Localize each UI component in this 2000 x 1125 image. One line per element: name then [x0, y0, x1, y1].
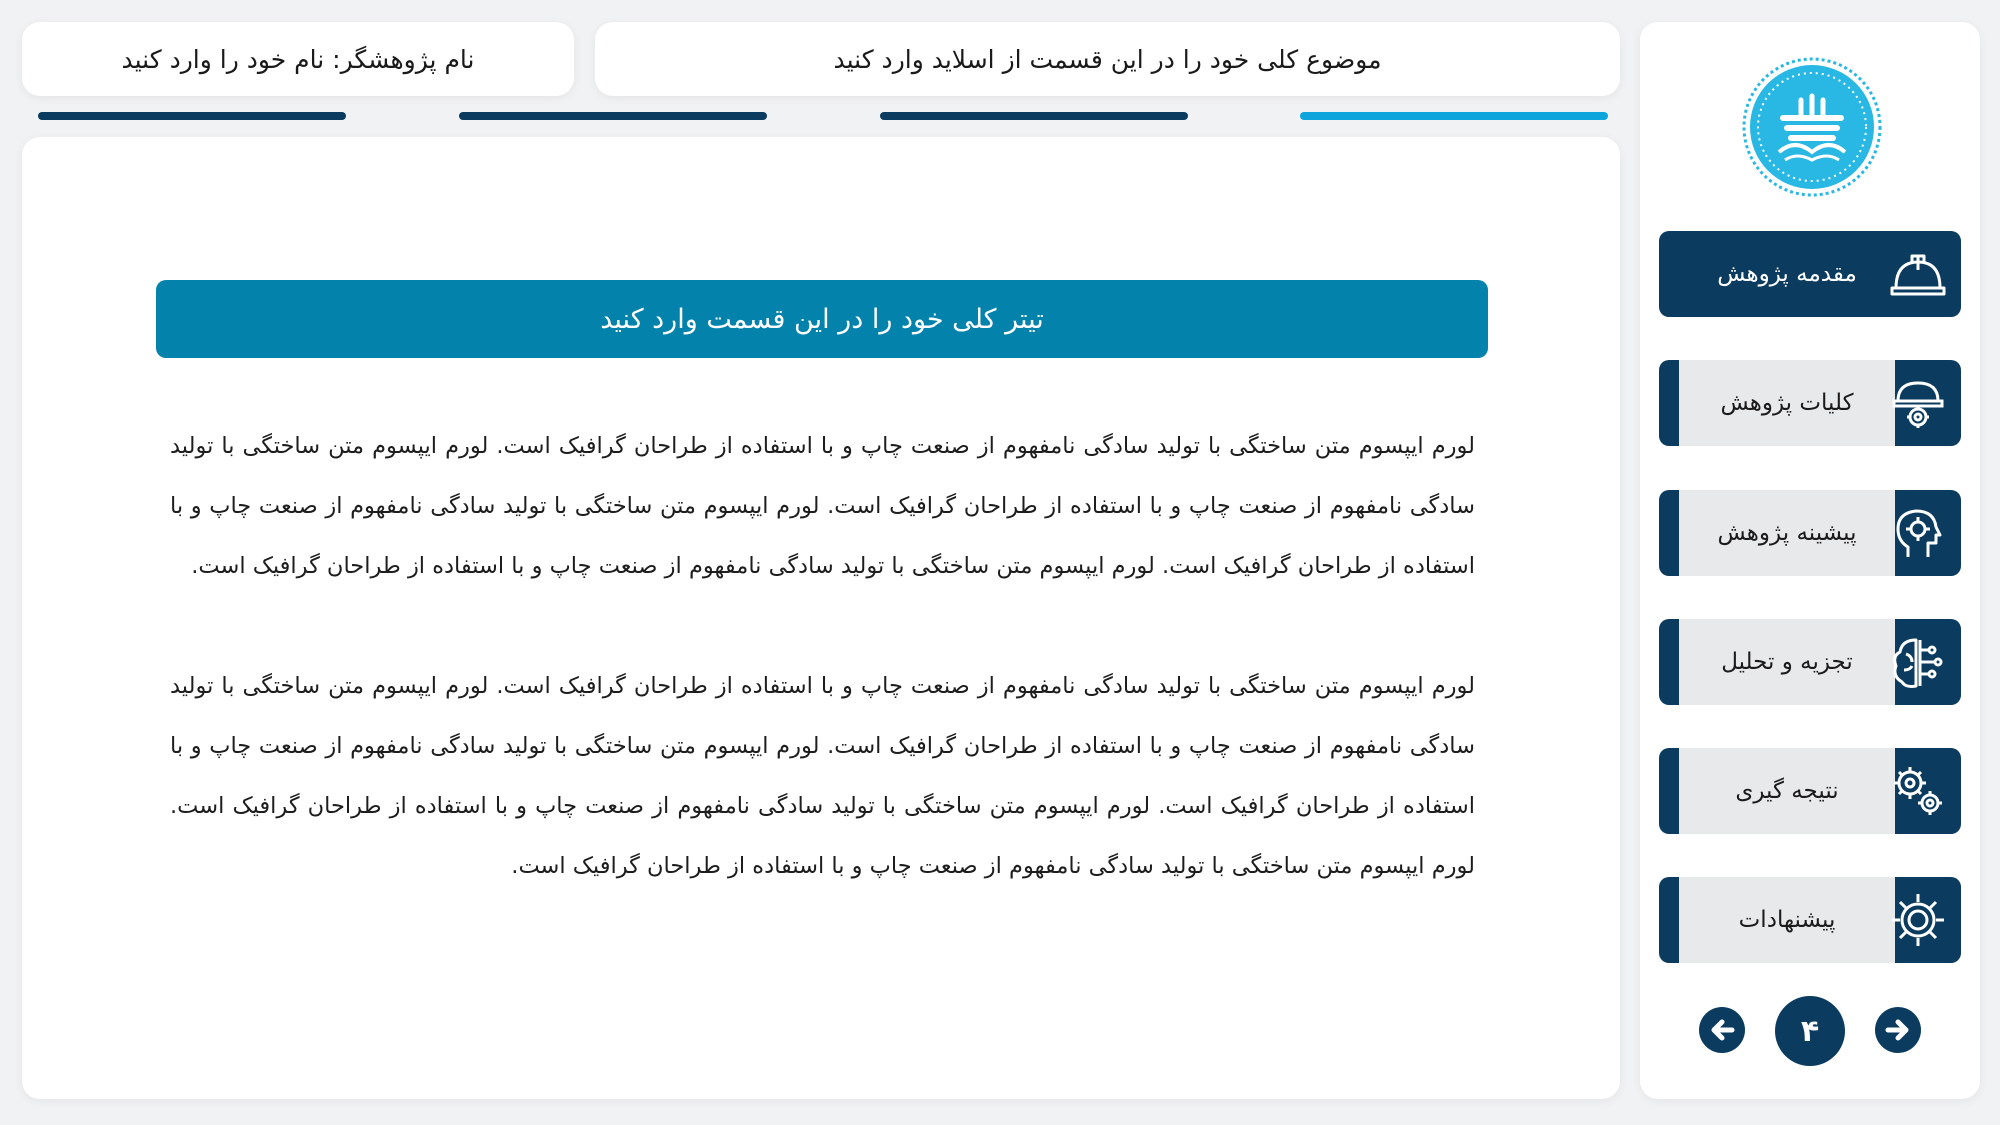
menu-item-label: پیشینه پژوهش — [1679, 490, 1895, 576]
menu-item-label: مقدمه پژوهش — [1717, 261, 1857, 287]
researcher-name-box — [22, 22, 574, 96]
body-paragraph-2: لورم ایپسوم متن ساختگی با تولید سادگی نامفهوم از صنعت چاپ و با استفاده از طراحان گرافیک است. لورم ایپسوم متن ساختگی با تولید سادگی نامفهوم از صنعت چاپ و با استفاده از طراحان گرافیک است. لورم ایپسوم متن ساختگی با تولید سادگی نامفهوم از صنعت چاپ و با استفاده از طراحان گرافیک است. لورم ایپسوم متن ساختگی با تولید سادگی نامفهوم از صنعت چاپ و با استفاده از طراحان گرافیک است. لورم ایپسوم متن ساختگی با تولید سادگی نامفهوم از صنعت چاپ و با استفاده از طراحان گرافیک است. — [170, 673, 1475, 879]
progress-step-2 — [880, 112, 1188, 120]
menu-item-label: پیشنهادات — [1679, 877, 1895, 963]
university-of-tehran-logo-icon — [1741, 56, 1883, 198]
page-number-badge — [1775, 996, 1845, 1066]
menu-item-conclusion[interactable] — [1659, 748, 1961, 834]
menu-item-analysis[interactable] — [1659, 619, 1961, 705]
arrow-left-icon — [1708, 1016, 1736, 1044]
progress-step-3 — [459, 112, 767, 120]
menu-item-label: نتیجه گیری — [1679, 748, 1895, 834]
progress-step-1 — [1300, 112, 1608, 120]
head-gear-icon — [1875, 490, 1961, 576]
previous-slide-button[interactable] — [1699, 1007, 1745, 1053]
next-slide-button[interactable] — [1875, 1007, 1921, 1053]
sidebar — [1640, 22, 1980, 1099]
gear-icon — [1875, 877, 1961, 963]
researcher-name-text: نام پژوهشگر: نام خود را وارد کنید — [121, 44, 475, 74]
menu-item-overview[interactable] — [1659, 360, 1961, 446]
gears-icon — [1875, 748, 1961, 834]
menu-item-introduction[interactable] — [1659, 231, 1961, 317]
body-paragraph-1: لورم ایپسوم متن ساختگی با تولید سادگی نامفهوم از صنعت چاپ و با استفاده از طراحان گرافیک است. لورم ایپسوم متن ساختگی با تولید سادگی نامفهوم از صنعت چاپ و با استفاده از طراحان گرافیک است. لورم ایپسوم متن ساختگی با تولید سادگی نامفهوم از صنعت چاپ و با استفاده از طراحان گرافیک است. لورم ایپسوم متن ساختگی با تولید سادگی نامفهوم از صنعت چاپ و با استفاده از طراحان گرافیک است. — [170, 433, 1475, 579]
page-number: ۴ — [1800, 1013, 1820, 1049]
hard-hat-icon — [1875, 231, 1961, 317]
menu-item-label: کلیات پژوهش — [1679, 360, 1895, 446]
helmet-gear-icon — [1875, 360, 1961, 446]
brain-circuit-icon — [1875, 619, 1961, 705]
arrow-right-icon — [1884, 1016, 1912, 1044]
topic-text: موضوع کلی خود را در این قسمت از اسلاید وارد کنید — [833, 44, 1382, 74]
progress-step-4 — [38, 112, 346, 120]
menu-item-literature-review[interactable] — [1659, 490, 1961, 576]
slide-title: تیتر کلی خود را در این قسمت وارد کنید — [156, 280, 1488, 358]
topic-box — [595, 22, 1620, 96]
menu-item-suggestions[interactable] — [1659, 877, 1961, 963]
content-card — [22, 137, 1620, 1099]
menu-item-label: تجزیه و تحلیل — [1679, 619, 1895, 705]
